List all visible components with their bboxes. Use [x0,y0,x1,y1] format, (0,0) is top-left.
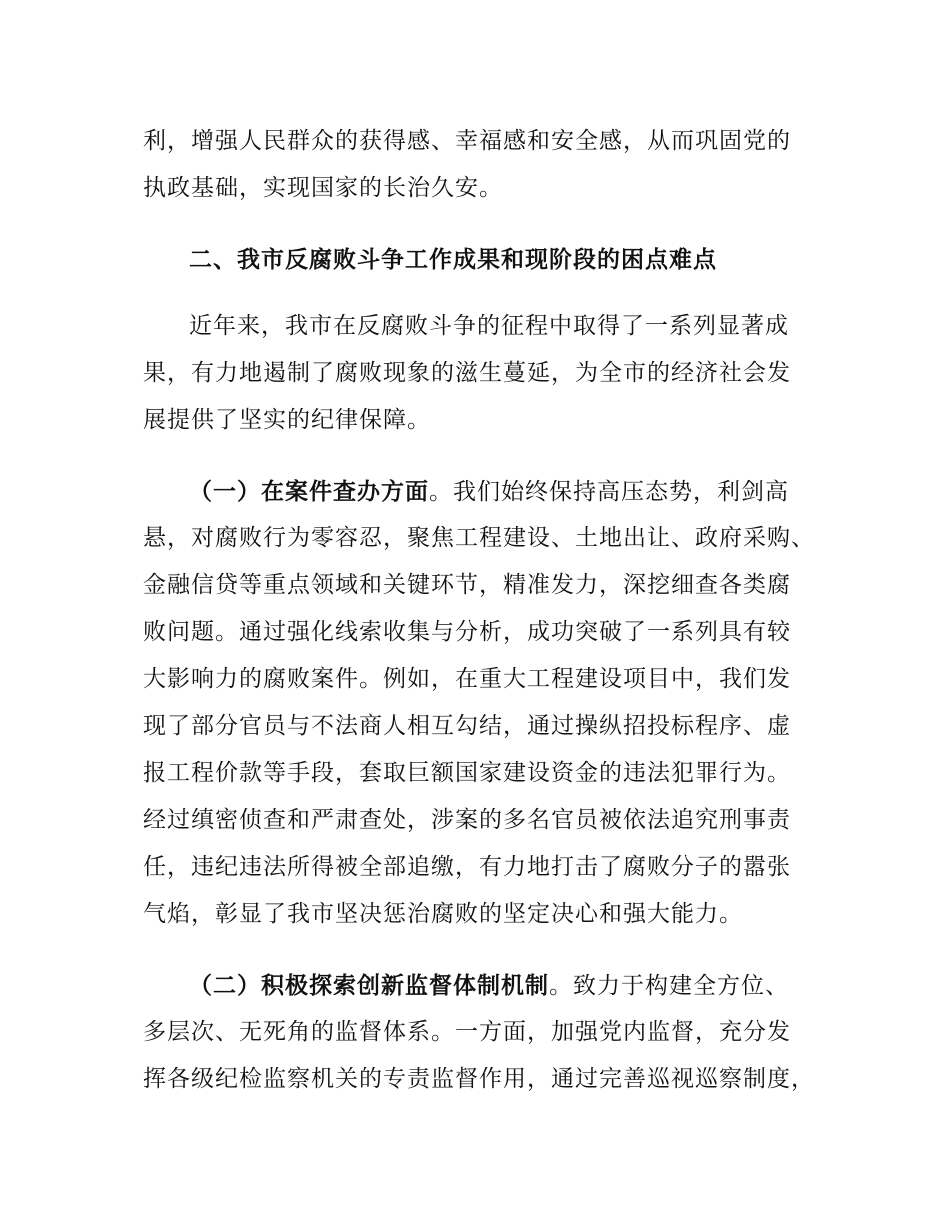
text-line: 败问题。通过强化线索收集与分析，成功突破了一系列具有较 [143,619,791,645]
paragraph-gap [143,444,813,468]
paragraph-intro [143,303,813,444]
paragraph-gap [143,283,813,303]
text-line: 现了部分官员与不法商人相互勾结，通过操纵招投标程序、虚 [143,713,791,739]
text-line: 执政基础，实现国家的长治久安。 [143,175,503,201]
paragraph-supervision [143,962,813,1103]
paragraph-gap [143,212,813,236]
text-run: 。致力于构建全方位、 [549,973,789,999]
text-line: 多层次、无死角的监督体系。一方面，加强党内监督，充分发 [143,1019,791,1045]
document-body [143,118,813,1103]
subsection-lead: （一）在案件查办方面 [189,478,429,505]
text-line: 报工程价款等手段，套取巨额国家建设资金的违法犯罪行为。 [143,760,791,786]
paragraph-continuation [143,118,813,212]
text-line: 展提供了坚实的纪律保障。 [143,407,431,433]
text-line: 挥各级纪检监察机关的专责监督作用，通过完善巡视巡察制度， [143,1066,815,1092]
paragraph-gap [143,938,813,962]
text-line: 任，违纪违法所得被全部追缴，有力地打击了腐败分子的嚣张 [143,854,791,880]
section-heading: 二、我市反腐败斗争工作成果和现阶段的困点难点 [189,246,717,273]
text-run: 。我们始终保持高压态势，利剑高 [429,479,789,505]
text-line: 气焰，彰显了我市坚决惩治腐败的坚定决心和强大能力。 [143,901,743,927]
text-line: 悬，对腐败行为零容忍，聚焦工程建设、土地出让、政府采购、 [143,525,815,551]
paragraph-case-handling [143,468,813,938]
text-line: 大影响力的腐败案件。例如，在重大工程建设项目中，我们发 [143,666,791,692]
subsection-lead: （二）积极探索创新监督体制机制 [189,972,549,999]
text-line: 近年来，我市在反腐败斗争的征程中取得了一系列显著成 [189,313,789,339]
text-line: 果，有力地遏制了腐败现象的滋生蔓延，为全市的经济社会发 [143,360,791,386]
text-line: 经过缜密侦查和严肃查处，涉案的多名官员被依法追究刑事责 [143,807,791,833]
text-line: 金融信贷等重点领域和关键环节，精准发力，深挖细查各类腐 [143,572,791,598]
text-line [143,468,813,515]
text-line [143,962,813,1009]
text-line: 利，增强人民群众的获得感、幸福感和安全感，从而巩固党的 [143,128,791,154]
